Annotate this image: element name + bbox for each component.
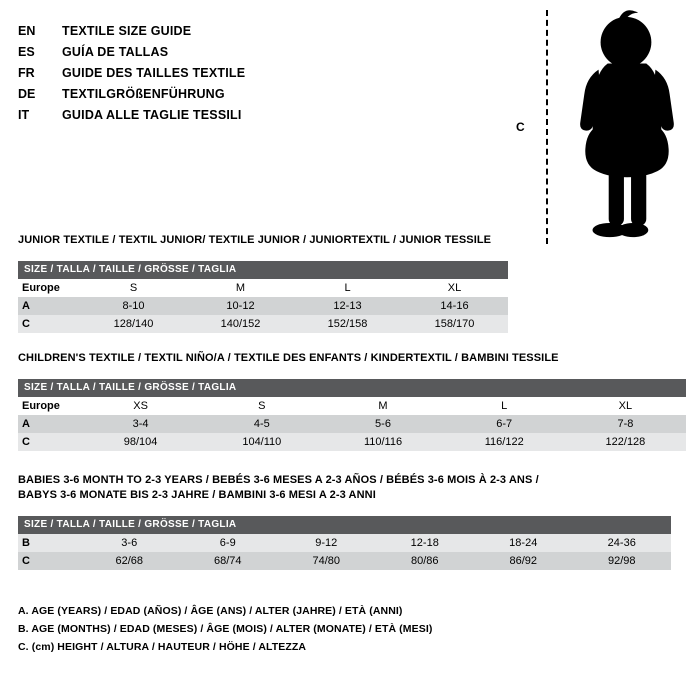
section-babies (18, 473, 686, 570)
footnote-height: C. (cm) HEIGHT / ALTURA / HAUTEUR / HÖHE / ALTEZZA (18, 641, 307, 653)
size-cell: 116/122 (484, 436, 524, 448)
size-cell: 128/140 (113, 318, 154, 330)
language-text: TEXTILE SIZE GUIDE (62, 23, 192, 38)
size-cell: 6-7 (496, 418, 513, 430)
baby-silhouette-icon (562, 8, 694, 248)
table-row (18, 397, 686, 415)
row-label: A (22, 300, 30, 312)
table-row (18, 433, 686, 451)
size-cell: 5-6 (375, 418, 391, 430)
children-size-table (18, 379, 686, 451)
size-cell: 110/116 (363, 436, 403, 448)
section-children (18, 351, 686, 451)
size-cell: L (344, 282, 351, 294)
size-cell: 158/170 (434, 318, 475, 330)
size-cell: 104/110 (242, 436, 282, 448)
size-cell: 7-8 (617, 418, 634, 430)
table-header: SIZE / TALLA / TAILLE / GRÖSSE / TAGLIA (18, 516, 671, 534)
language-text: GUIDE DES TAILLES TEXTILE (62, 65, 246, 80)
size-cell: 24-36 (607, 537, 636, 549)
size-cell: S (129, 282, 138, 294)
language-code: ES (18, 44, 35, 59)
size-cell: 152/158 (327, 318, 368, 330)
row-label: A (22, 418, 30, 430)
size-cell: 80/86 (410, 555, 439, 567)
footnote-age-months: B. AGE (MONTHS) / EDAD (MESES) / ÂGE (MOIS) / ALTER (MONATE) / ETÀ (MESI) (18, 623, 433, 635)
language-code: FR (18, 65, 35, 80)
size-cell: 18-24 (509, 537, 538, 549)
table-header: SIZE / TALLA / TAILLE / GRÖSSE / TAGLIA (18, 379, 686, 397)
size-cell: 14-16 (440, 300, 469, 312)
language-list (18, 20, 358, 125)
language-row-it (18, 104, 358, 125)
row-label: C (22, 555, 30, 567)
table-row (18, 279, 508, 297)
row-label: Europe (22, 282, 60, 294)
language-code: IT (18, 107, 30, 122)
table-row (18, 552, 671, 570)
figure-area (510, 8, 696, 256)
size-cell: 12-18 (410, 537, 439, 549)
height-dashed-line (546, 10, 548, 244)
size-cell: 8-10 (122, 300, 145, 312)
language-text: GUIDA ALLE TAGLIE TESSILI (62, 107, 242, 122)
section-title-children: CHILDREN'S TEXTILE / TEXTIL NIÑO/A / TEXTILE DES ENFANTS / KINDERTEXTIL / BAMBINI TESSILE (18, 352, 559, 364)
junior-size-table (18, 261, 508, 333)
row-label: C (22, 436, 30, 448)
section-title-babies-line1: BABIES 3-6 MONTH TO 2-3 YEARS / BEBÉS 3-6 MESES A 2-3 AÑOS / BÉBÉS 3-6 MOIS À 2-3 ANS / (18, 474, 539, 486)
size-cell: 98/104 (123, 436, 158, 448)
height-measure-label: C (516, 120, 525, 134)
section-title-babies-line2: BABYS 3-6 MONATE BIS 2-3 JAHRE / BAMBINI 3-6 MESI A 2-3 ANNI (18, 489, 376, 501)
language-text: GUÍA DE TALLAS (62, 44, 169, 59)
size-cell: 74/80 (312, 555, 341, 567)
size-cell: 12-13 (333, 300, 362, 312)
size-cell: XL (618, 400, 633, 412)
size-cell: 9-12 (315, 537, 338, 549)
language-code: DE (18, 86, 36, 101)
language-code: EN (18, 23, 36, 38)
table-header: SIZE / TALLA / TAILLE / GRÖSSE / TAGLIA (18, 261, 508, 279)
language-row-en (18, 20, 358, 41)
size-cell: M (378, 400, 388, 412)
size-cell: 62/68 (115, 555, 144, 567)
language-text: TEXTILGRÖßENFÜHRUNG (62, 86, 225, 101)
size-cell: 4-5 (253, 418, 270, 430)
size-cell: M (235, 282, 246, 294)
table-row (18, 297, 508, 315)
footnote-age-years: A. AGE (YEARS) / EDAD (AÑOS) / ÂGE (ANS) / ALTER (JAHRE) / ETÀ (ANNI) (18, 605, 403, 617)
size-cell: 92/98 (607, 555, 636, 567)
table-row (18, 415, 686, 433)
size-cell: XS (133, 400, 148, 412)
language-row-de (18, 83, 358, 104)
size-cell: 10-12 (226, 300, 255, 312)
language-row-es (18, 41, 358, 62)
row-label: B (22, 537, 30, 549)
size-cell: 3-4 (132, 418, 149, 430)
size-cell: 6-9 (219, 537, 236, 549)
size-cell: 122/128 (605, 436, 646, 448)
section-title-junior: JUNIOR TEXTILE / TEXTIL JUNIOR/ TEXTILE JUNIOR / JUNIORTEXTIL / JUNIOR TESSILE (18, 234, 492, 246)
row-label: Europe (22, 400, 60, 412)
babies-size-table (18, 516, 671, 570)
size-cell: 86/92 (509, 555, 538, 567)
size-cell: 140/152 (220, 318, 261, 330)
footnotes (18, 602, 700, 656)
table-row (18, 534, 671, 552)
size-cell: XL (447, 282, 462, 294)
size-cell: S (258, 400, 266, 412)
size-cell: 3-6 (121, 537, 138, 549)
size-cell: L (501, 400, 508, 412)
language-row-fr (18, 62, 358, 83)
size-cell: 68/74 (213, 555, 242, 567)
row-label: C (22, 318, 30, 330)
table-row (18, 315, 508, 333)
